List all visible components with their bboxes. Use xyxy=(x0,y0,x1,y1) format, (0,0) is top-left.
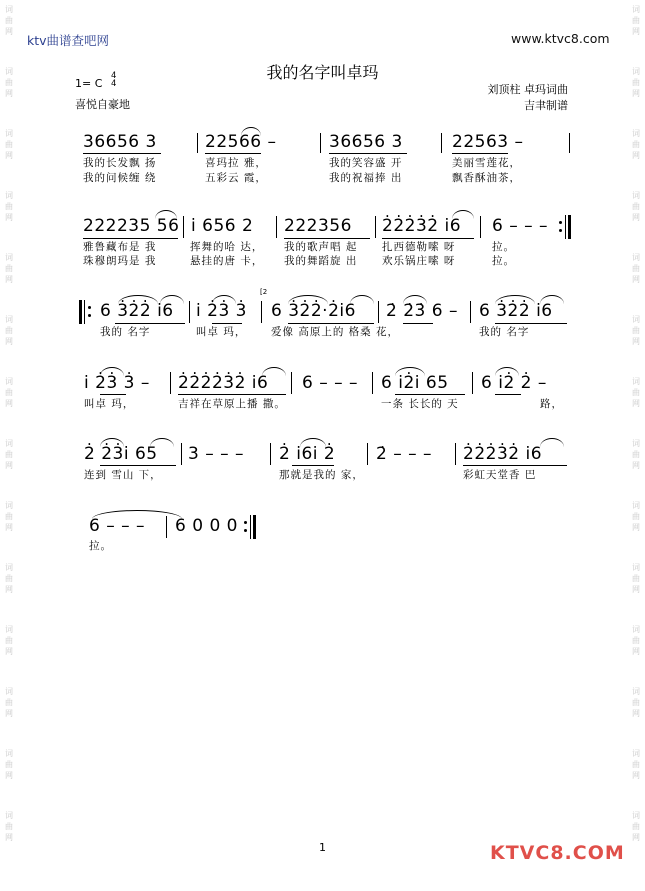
measure-notes: 2̇ – – – xyxy=(376,444,433,464)
watermark-glyphs xyxy=(2,624,16,657)
watermark-char: 曲 xyxy=(632,450,640,459)
beam xyxy=(495,394,521,395)
measure-notes: 36656 3 xyxy=(329,132,403,152)
watermark-char: 曲 xyxy=(632,326,640,335)
watermark-char: 网 xyxy=(632,151,640,160)
measure-notes: 6 – – – xyxy=(89,516,146,536)
watermark-char: 词 xyxy=(632,563,640,572)
volta-bracket: [2 xyxy=(260,288,268,296)
watermark-char: 曲 xyxy=(5,326,13,335)
watermark-char: 词 xyxy=(632,501,640,510)
lyric-v1: 我的歌声唱 起 xyxy=(284,241,358,253)
slur xyxy=(241,127,261,136)
watermark-char: 网 xyxy=(5,89,13,98)
watermark-char: 词 xyxy=(632,315,640,324)
watermark-char: 词 xyxy=(632,377,640,386)
watermark-char: 曲 xyxy=(632,574,640,583)
watermark-glyphs xyxy=(629,128,643,161)
watermark-glyphs xyxy=(2,4,16,37)
watermark-char: 词 xyxy=(5,315,13,324)
watermark-char: 网 xyxy=(632,585,640,594)
watermark-char: 词 xyxy=(632,439,640,448)
barline xyxy=(197,133,198,153)
beam xyxy=(284,238,370,239)
watermark-glyphs xyxy=(2,686,16,719)
lyric-v2: 拉。 xyxy=(492,255,515,267)
lyric-v2: 我的祝福捧 出 xyxy=(329,172,403,184)
lyric: 我的 名字 xyxy=(479,326,530,338)
beam xyxy=(382,238,474,239)
watermark-char: 词 xyxy=(632,625,640,634)
measure-notes: 2̇2̇2̇3̇2̇ i6 xyxy=(463,444,543,464)
slur xyxy=(150,438,174,447)
slur xyxy=(452,210,474,219)
measure-notes: 6 3̇2̇2̇ i6 xyxy=(479,301,553,321)
barline xyxy=(270,443,271,465)
lyric-v1: 拉。 xyxy=(492,241,515,253)
watermark-glyphs xyxy=(2,128,16,161)
watermark-char: 词 xyxy=(632,253,640,262)
watermark-char: 曲 xyxy=(5,574,13,583)
barline xyxy=(276,216,277,238)
watermark-char: 网 xyxy=(5,27,13,36)
lyric-v2: 我的舞蹈旋 出 xyxy=(284,255,358,267)
watermark-char: 词 xyxy=(5,191,13,200)
slur xyxy=(403,295,427,304)
watermark-glyphs xyxy=(629,252,643,285)
barline xyxy=(378,301,379,323)
beam xyxy=(83,153,161,154)
beam xyxy=(452,153,508,154)
site-logo[interactable]: KTVC8.COM xyxy=(490,842,625,864)
repeat-start-sign xyxy=(79,300,93,324)
beam xyxy=(329,153,407,154)
lyric: 叫卓 玛， xyxy=(196,326,247,338)
watermark-char: 曲 xyxy=(632,822,640,831)
watermark-char: 词 xyxy=(5,749,13,758)
watermark-glyphs xyxy=(2,376,16,409)
watermark-char: 曲 xyxy=(5,822,13,831)
barline xyxy=(367,443,368,465)
watermark-char: 网 xyxy=(5,709,13,718)
slur xyxy=(540,438,564,447)
watermark-glyphs xyxy=(2,252,16,285)
lyric: 路， xyxy=(540,398,563,410)
left-watermark-strip xyxy=(2,0,16,891)
measure-notes: 6 i2̇i 65 xyxy=(381,373,449,393)
watermark-char: 网 xyxy=(632,833,640,842)
measure-notes: i 656 2 xyxy=(191,216,254,236)
beam xyxy=(403,323,433,324)
lyric-v1: 扎西德勒嗦 呀 xyxy=(382,241,456,253)
beam xyxy=(115,323,185,324)
watermark-char: 曲 xyxy=(632,78,640,87)
barline xyxy=(472,372,473,394)
measure-notes: 22566 – xyxy=(205,132,277,152)
watermark-char: 网 xyxy=(632,213,640,222)
lyric-v1: 喜玛拉 雅， xyxy=(205,157,267,169)
lyric: 吉祥在草原上播 撒。 xyxy=(178,398,286,410)
watermark-char: 曲 xyxy=(5,264,13,273)
slur xyxy=(155,210,177,219)
watermark-char: 词 xyxy=(5,439,13,448)
watermark-glyphs xyxy=(2,562,16,595)
lyric: 我的 名字 xyxy=(100,326,151,338)
watermark-char: 网 xyxy=(5,833,13,842)
slur xyxy=(288,295,328,304)
watermark-char: 词 xyxy=(5,625,13,634)
watermark-char: 曲 xyxy=(5,78,13,87)
watermark-glyphs xyxy=(2,748,16,781)
barline xyxy=(441,133,442,153)
beam xyxy=(292,465,334,466)
watermark-char: 词 xyxy=(5,253,13,262)
watermark-glyphs xyxy=(629,810,643,843)
watermark-char: 词 xyxy=(5,501,13,510)
barline xyxy=(470,301,471,323)
lyric: 拉。 xyxy=(89,540,112,552)
right-watermark-strip xyxy=(629,0,643,891)
slur xyxy=(100,438,124,447)
watermark-glyphs xyxy=(2,190,16,223)
repeat-end-sign xyxy=(559,215,573,239)
beam xyxy=(288,323,374,324)
watermark-char: 词 xyxy=(5,811,13,820)
watermark-char: 网 xyxy=(632,89,640,98)
watermark-char: 曲 xyxy=(5,636,13,645)
lyric-v2: 五彩云 霞， xyxy=(205,172,267,184)
lyric-v1: 雅鲁藏布是 我 xyxy=(83,241,157,253)
watermark-char: 曲 xyxy=(5,202,13,211)
measure-notes: 222235 56 xyxy=(83,216,180,236)
beam xyxy=(395,394,465,395)
measure-notes: i 2̇3̇ 3̇ xyxy=(196,301,247,321)
watermark-char: 曲 xyxy=(632,202,640,211)
watermark-char: 网 xyxy=(632,771,640,780)
watermark-char: 曲 xyxy=(632,760,640,769)
slur xyxy=(212,295,236,304)
barline xyxy=(183,216,184,238)
watermark-char: 曲 xyxy=(5,760,13,769)
watermark-char: 网 xyxy=(632,709,640,718)
watermark-char: 曲 xyxy=(632,264,640,273)
measure-notes: 6 – – – xyxy=(492,216,549,236)
watermark-glyphs xyxy=(2,314,16,347)
watermark-char: 网 xyxy=(5,523,13,532)
barline xyxy=(375,216,376,238)
tempo-marking: 喜悦自豪地 xyxy=(75,98,130,111)
watermark-char: 词 xyxy=(5,687,13,696)
barline xyxy=(320,133,321,153)
watermark-char: 词 xyxy=(5,377,13,386)
lyric: 连到 雪山 下， xyxy=(84,469,162,481)
watermark-char: 曲 xyxy=(632,512,640,521)
measure-notes: i 2̇3̇ 3̇ – xyxy=(84,373,150,393)
watermark-char: 词 xyxy=(632,191,640,200)
barline xyxy=(170,372,171,394)
beam xyxy=(83,238,178,239)
barline xyxy=(291,372,292,394)
measure-notes: 22563 – xyxy=(452,132,524,152)
watermark-char: 网 xyxy=(5,275,13,284)
watermark-glyphs xyxy=(629,190,643,223)
watermark-glyphs xyxy=(629,562,643,595)
watermark-char: 词 xyxy=(5,563,13,572)
watermark-glyphs xyxy=(629,624,643,657)
slur xyxy=(262,367,286,376)
watermark-char: 词 xyxy=(632,129,640,138)
site-url[interactable]: www.ktvc8.com xyxy=(511,31,610,46)
watermark-char: 网 xyxy=(632,275,640,284)
lyric-v1: 美丽雪莲花， xyxy=(452,157,521,169)
watermark-char: 曲 xyxy=(632,698,640,707)
lyric: 爱像 高原上的 格桑 花， xyxy=(271,326,400,338)
credit-lyrics-music: 刘顶柱 卓玛词曲 xyxy=(487,83,568,96)
repeat-end-sign xyxy=(244,515,258,539)
watermark-char: 网 xyxy=(632,27,640,36)
watermark-char: 网 xyxy=(5,213,13,222)
lyric: 叫卓 玛， xyxy=(84,398,135,410)
lyric-v1: 我的笑容盛 开 xyxy=(329,157,403,169)
watermark-char: 网 xyxy=(632,399,640,408)
watermark-char: 词 xyxy=(5,5,13,14)
lyric-v2: 飘香酥油茶， xyxy=(452,172,521,184)
watermark-char: 曲 xyxy=(5,698,13,707)
page-number: 1 xyxy=(319,841,326,854)
barline xyxy=(166,516,167,538)
watermark-char: 曲 xyxy=(5,388,13,397)
measure-notes: 6 3̇2̇2̇ i6 xyxy=(100,301,174,321)
measure-notes: 6 0 0 0 xyxy=(175,516,238,536)
barline xyxy=(455,443,456,465)
watermark-glyphs xyxy=(2,500,16,533)
slur xyxy=(100,367,124,376)
measure-notes: 6 i2̇ 2̇ – xyxy=(481,373,547,393)
watermark-char: 网 xyxy=(632,647,640,656)
watermark-glyphs xyxy=(629,748,643,781)
slur xyxy=(300,438,326,447)
tie xyxy=(92,510,182,519)
watermark-char: 网 xyxy=(5,585,13,594)
watermark-char: 词 xyxy=(632,67,640,76)
slur xyxy=(350,295,374,304)
watermark-glyphs xyxy=(629,500,643,533)
measure-notes: 6 3̇2̇2̇·2̇i6 xyxy=(271,301,356,321)
slur xyxy=(395,367,425,376)
lyric-v2: 珠穆朗玛是 我 xyxy=(83,255,157,267)
time-numerator: 4 xyxy=(111,71,117,81)
lyric-v2: 我的问候缠 绕 xyxy=(83,172,157,184)
credit-transcriber: 吉聿制谱 xyxy=(524,99,568,112)
watermark-char: 曲 xyxy=(632,636,640,645)
beam xyxy=(495,323,567,324)
barline xyxy=(181,443,182,465)
measure-notes: 3 – – – xyxy=(188,444,245,464)
barline xyxy=(189,301,190,323)
measure-notes: 36656 3 xyxy=(83,132,157,152)
measure-notes: 2̇ 2̇3̇ 6 – xyxy=(386,301,458,321)
watermark-glyphs xyxy=(2,438,16,471)
watermark-char: 网 xyxy=(5,399,13,408)
watermark-char: 网 xyxy=(5,337,13,346)
lyric: 那就是我的 家， xyxy=(279,469,364,481)
site-name[interactable]: ktv曲谱查吧网 xyxy=(27,33,110,48)
time-denominator: 4 xyxy=(111,79,117,89)
watermark-glyphs xyxy=(629,4,643,37)
beam xyxy=(100,394,126,395)
watermark-char: 网 xyxy=(5,647,13,656)
slur xyxy=(495,367,519,376)
barline xyxy=(569,133,570,153)
barline xyxy=(372,372,373,394)
watermark-char: 曲 xyxy=(5,450,13,459)
watermark-char: 曲 xyxy=(5,140,13,149)
watermark-char: 词 xyxy=(632,687,640,696)
key-label: 1= C xyxy=(75,77,103,90)
watermark-char: 词 xyxy=(632,749,640,758)
watermark-char: 词 xyxy=(632,5,640,14)
watermark-char: 词 xyxy=(5,129,13,138)
beam xyxy=(100,465,176,466)
page-title: 我的名字叫卓玛 xyxy=(266,63,379,82)
watermark-char: 词 xyxy=(632,811,640,820)
watermark-char: 网 xyxy=(5,461,13,470)
time-signature xyxy=(111,72,116,88)
lyric-v1: 挥舞的哈 达， xyxy=(190,241,264,253)
watermark-char: 曲 xyxy=(632,16,640,25)
measure-notes: 6 – – – xyxy=(302,373,359,393)
key-signature xyxy=(75,71,117,90)
lyric-v2: 悬挂的唐 卡， xyxy=(190,255,264,267)
measure-notes: 2̇2̇2̇3̇2̇ i6 xyxy=(382,216,462,236)
watermark-char: 曲 xyxy=(5,16,13,25)
beam xyxy=(212,323,242,324)
slur xyxy=(160,295,184,304)
lyric-v2: 欢乐锅庄嗦 呀 xyxy=(382,255,456,267)
measure-notes: 2̇2̇2̇2̇3̇2̇ i6 xyxy=(178,373,269,393)
watermark-char: 曲 xyxy=(632,140,640,149)
beam xyxy=(178,394,286,395)
slur xyxy=(118,295,158,304)
lyric: 一条 长长的 天 xyxy=(381,398,459,410)
barline xyxy=(261,301,262,323)
watermark-char: 曲 xyxy=(632,388,640,397)
measure-notes: 2̇ i6i 2̇ xyxy=(279,444,336,464)
slur xyxy=(540,295,564,304)
watermark-glyphs xyxy=(629,686,643,719)
measure-notes: 222356 xyxy=(284,216,352,236)
lyric: 彩虹天堂香 巴 xyxy=(463,469,537,481)
barline xyxy=(480,216,481,238)
watermark-char: 词 xyxy=(5,67,13,76)
watermark-glyphs xyxy=(629,314,643,347)
measure-notes: 2̇ 2̇3̇i 65 xyxy=(84,444,158,464)
watermark-char: 网 xyxy=(632,337,640,346)
watermark-char: 曲 xyxy=(5,512,13,521)
watermark-char: 网 xyxy=(632,461,640,470)
watermark-char: 网 xyxy=(5,151,13,160)
lyric-v1: 我的长发飘 扬 xyxy=(83,157,157,169)
beam xyxy=(205,153,261,154)
watermark-char: 网 xyxy=(5,771,13,780)
beam xyxy=(463,465,567,466)
slur xyxy=(495,295,535,304)
watermark-glyphs xyxy=(2,810,16,843)
watermark-glyphs xyxy=(629,438,643,471)
watermark-char: 网 xyxy=(632,523,640,532)
watermark-glyphs xyxy=(629,376,643,409)
